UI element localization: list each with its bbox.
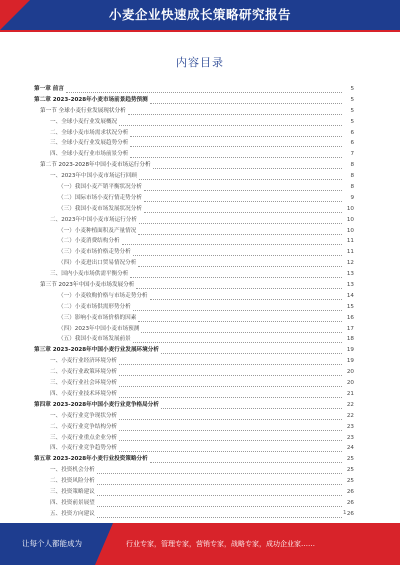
toc-leader-dots (133, 336, 342, 343)
toc-entry-label: 四、小麦行业技术环境分析 (50, 390, 118, 397)
footer-banner (0, 523, 400, 565)
toc-entry[interactable] (34, 389, 354, 400)
toc-entry-page: 5 (350, 107, 354, 114)
toc-entry-page: 15 (346, 303, 354, 310)
toc-leader-dots (150, 293, 342, 300)
toc-leader-dots (97, 467, 342, 474)
toc-leader-dots (138, 315, 342, 322)
toc-entry-label: 第一章 前言 (34, 86, 64, 92)
toc-entry-page: 11 (346, 249, 354, 256)
toc-entry[interactable] (34, 247, 354, 258)
toc-leader-dots (66, 86, 342, 93)
toc-entry[interactable] (34, 345, 354, 356)
toc-leader-dots (144, 195, 342, 202)
toc-entry-page: 22 (346, 401, 354, 408)
toc-entry-label: 四、全球小麦行业市场前景分析 (50, 151, 129, 158)
toc-leader-dots (139, 173, 342, 180)
toc-entry[interactable] (34, 324, 354, 335)
toc-leader-dots (150, 97, 342, 104)
toc-leader-dots (119, 434, 342, 441)
toc-entry[interactable] (34, 400, 354, 411)
toc-entry-page: 5 (350, 86, 354, 92)
toc-entry-page: 13 (346, 282, 354, 289)
toc-entry-page: 17 (346, 325, 354, 332)
toc-leader-dots (130, 151, 342, 158)
toc-entry-page: 5 (350, 96, 354, 103)
toc-entry-label: 第一节 全球小麦行业发展现状分析 (40, 107, 126, 114)
toc-entry-page: 11 (346, 238, 354, 245)
toc-entry-label: 第二节 2023-2028年中国小麦市场运行分析 (40, 162, 151, 169)
toc-entry[interactable] (34, 465, 354, 476)
toc-entry-page: 26 (346, 499, 354, 506)
toc-leader-dots (139, 217, 342, 224)
toc-entry-label: 四、小麦行业竞争趋势分析 (50, 445, 118, 452)
toc-entry-page: 12 (346, 260, 354, 267)
toc-entry-label: 第三章 2023-2028年中国小麦行业发展环境分析 (34, 347, 159, 354)
toc-entry-page: 10 (346, 227, 354, 234)
toc-entry[interactable] (34, 171, 354, 182)
toc-entry-page: 26 (346, 488, 354, 495)
toc-leader-dots (119, 380, 342, 387)
toc-entry-page: 19 (346, 358, 354, 365)
toc-entry-label: （四）2023年中国小麦市场预测 (58, 325, 140, 332)
toc-entry-page: 21 (346, 390, 354, 397)
toc-entry-label: 第二章 2023-2028年小麦市场前景趋势预测 (34, 96, 148, 103)
toc-leader-dots (130, 130, 342, 137)
toc-entry-label: （二）国际市场小麦行情走势分析 (58, 194, 142, 201)
footer-slogan: 让每个人都能成为 (22, 539, 82, 548)
toc-entry[interactable] (34, 236, 354, 247)
toc-entry-page: 6 (350, 140, 354, 147)
toc-entry[interactable] (34, 476, 354, 487)
toc-leader-dots (161, 347, 342, 354)
toc-leader-dots (130, 140, 342, 147)
toc-entry[interactable] (34, 487, 354, 498)
toc-entry-page: 26 (346, 510, 354, 517)
toc-entry-label: 三、全球小麦行业发展趋势分析 (50, 140, 129, 147)
toc-entry[interactable] (34, 215, 354, 226)
toc-entry-page: 10 (346, 205, 354, 212)
toc-entry-page: 10 (346, 216, 354, 223)
footer-red-slant (95, 523, 113, 565)
toc-entry-page: 18 (346, 336, 354, 343)
toc-entry[interactable] (34, 454, 354, 465)
toc-leader-dots (141, 326, 342, 333)
toc-entry-label: （二）小麦市场供需形势分析 (58, 303, 131, 310)
toc-entry[interactable] (34, 84, 354, 95)
toc-entry-label: 三、投资策略建议 (50, 488, 95, 495)
toc-leader-dots (144, 184, 342, 191)
toc-entry[interactable] (34, 193, 354, 204)
report-title: 小麦企业快速成长策略研究报告 (108, 7, 291, 22)
toc-entry-page: 9 (350, 194, 354, 201)
toc-entry-label: 一、全球小麦行业发展概况 (50, 118, 118, 125)
toc-leader-dots (119, 445, 342, 452)
toc-entry[interactable] (34, 367, 354, 378)
toc-entry[interactable] (34, 378, 354, 389)
toc-entry[interactable] (34, 356, 354, 367)
toc-leader-dots (119, 369, 342, 376)
toc-leader-dots (138, 228, 342, 235)
toc-entry-page: 8 (350, 173, 354, 180)
footer-services: 行业专家，管理专家，营销专家，战略专家，成功企业家…… (126, 540, 315, 548)
toc-entry-label: 二、小麦行业政策环境分析 (50, 369, 118, 376)
toc-leader-dots (119, 119, 342, 126)
toc-entry-page: 25 (346, 456, 354, 463)
toc-entry[interactable] (34, 160, 354, 171)
toc-entry-label: （一）我国小麦产销平衡状况分析 (58, 184, 142, 191)
toc-leader-dots (138, 260, 342, 267)
toc-entry-page: 25 (346, 478, 354, 485)
header-rule (0, 30, 400, 32)
toc-entry-label: （二）小麦消费结构分析 (58, 238, 120, 245)
toc-entry-page: 20 (346, 380, 354, 387)
toc-entry-page: 6 (350, 129, 354, 136)
toc-leader-dots (144, 206, 342, 213)
toc-entry[interactable] (34, 269, 354, 280)
toc-leader-dots (153, 162, 342, 169)
toc-entry-label: 三、国内小麦市场供需平衡分析 (50, 271, 129, 278)
toc-entry[interactable] (34, 498, 354, 509)
toc-leader-dots (119, 391, 342, 398)
toc-entry[interactable] (34, 95, 354, 106)
toc-leader-dots (161, 402, 342, 409)
toc-leader-dots (150, 456, 342, 463)
toc-entry[interactable] (34, 334, 354, 345)
toc-entry-label: 二、2023年中国小麦市场运行分析 (50, 216, 137, 223)
toc-entry-label: （三）小麦市场价格走势分析 (58, 249, 131, 256)
toc-leader-dots (122, 238, 342, 245)
toc-leader-dots (130, 271, 342, 278)
page-number: 1 (343, 510, 347, 516)
toc-leader-dots (97, 489, 342, 496)
toc-entry-label: 三、小麦行业重点企业分析 (50, 434, 118, 441)
toc-entry-page: 14 (346, 292, 354, 299)
toc-entry-label: 一、小麦行业经济环境分析 (50, 358, 118, 365)
toc-entry-page: 23 (346, 423, 354, 430)
toc-entry-page: 7 (350, 151, 354, 158)
toc-leader-dots (97, 500, 342, 507)
toc-entry-label: 第三节 2023年中国小麦市场发展分析 (40, 282, 135, 289)
toc-entry[interactable] (34, 204, 354, 215)
toc-entry[interactable] (34, 422, 354, 433)
toc-entry-label: （一）小麦收购价格与市场走势分析 (58, 292, 148, 299)
toc-entry[interactable] (34, 258, 354, 269)
toc-entry-page: 23 (346, 434, 354, 441)
toc-entry-page: 19 (346, 347, 354, 354)
toc-entry[interactable] (34, 117, 354, 128)
toc-entry-label: 五、投资方向建议 (50, 510, 95, 517)
toc-entry[interactable] (34, 226, 354, 237)
toc-entry[interactable] (34, 106, 354, 117)
toc-entry[interactable] (34, 411, 354, 422)
toc-entry[interactable] (34, 443, 354, 454)
toc-entry[interactable] (34, 291, 354, 302)
toc-entry[interactable] (34, 280, 354, 291)
toc-entry-label: 第四章 2023-2028年中国小麦行业竞争格局分析 (34, 401, 159, 408)
toc-entry-label: 二、全球小麦市场需求状况分析 (50, 129, 129, 136)
toc-entry-label: （五）我国小麦市场发展前景 (58, 336, 131, 343)
toc-leader-dots (97, 478, 342, 485)
toc-entry-page: 16 (346, 314, 354, 321)
toc-leader-dots (136, 282, 342, 289)
toc-entry[interactable] (34, 433, 354, 444)
toc-heading: 内容目录 (176, 56, 224, 69)
report-header (0, 0, 400, 34)
toc-entry-label: （四）小麦进出口贸易情况分析 (58, 260, 137, 267)
toc-entry[interactable] (34, 302, 354, 313)
toc-entry-label: 二、投资风险分析 (50, 478, 95, 485)
toc-entry[interactable] (34, 128, 354, 139)
toc-entry-page: 8 (350, 162, 354, 169)
toc-entry-label: 四、投资前景展望 (50, 499, 95, 506)
toc-entry-label: 一、投资机会分析 (50, 467, 95, 474)
toc-leader-dots (133, 304, 342, 311)
toc-leader-dots (119, 358, 342, 365)
toc-entry-page: 20 (346, 369, 354, 376)
toc-entry-label: （三）我国小麦市场发展状况分析 (58, 205, 142, 212)
toc-entry-page: 25 (346, 467, 354, 474)
toc-entry-page: 22 (346, 412, 354, 419)
toc-entry[interactable] (34, 313, 354, 324)
toc-entry-page: 8 (350, 184, 354, 191)
toc-entry[interactable] (34, 149, 354, 160)
table-of-contents (34, 84, 354, 520)
toc-entry-label: （三）影响小麦市场价格的因素 (58, 314, 137, 321)
toc-leader-dots (119, 413, 342, 420)
toc-leader-dots (119, 424, 342, 431)
toc-leader-dots (97, 511, 342, 518)
toc-entry-label: 二、小麦行业竞争结构分析 (50, 423, 118, 430)
toc-entry-page: 5 (350, 118, 354, 125)
toc-entry-page: 24 (346, 445, 354, 452)
toc-entry-label: 一、2023年中国小麦市场运行回顾 (50, 173, 137, 180)
toc-entry-label: 一、小麦行业竞争现状分析 (50, 412, 118, 419)
toc-leader-dots (133, 249, 342, 256)
toc-entry-page: 13 (346, 271, 354, 278)
toc-entry-label: 第五章 2023-2028年小麦行业投资策略分析 (34, 456, 148, 463)
toc-entry[interactable] (34, 138, 354, 149)
toc-entry-label: 三、小麦行业社会环境分析 (50, 380, 118, 387)
toc-leader-dots (128, 108, 342, 115)
toc-entry[interactable] (34, 182, 354, 193)
toc-entry-label: （一）小麦种植面积及产量情况 (58, 227, 137, 234)
toc-entry[interactable] (34, 509, 354, 520)
